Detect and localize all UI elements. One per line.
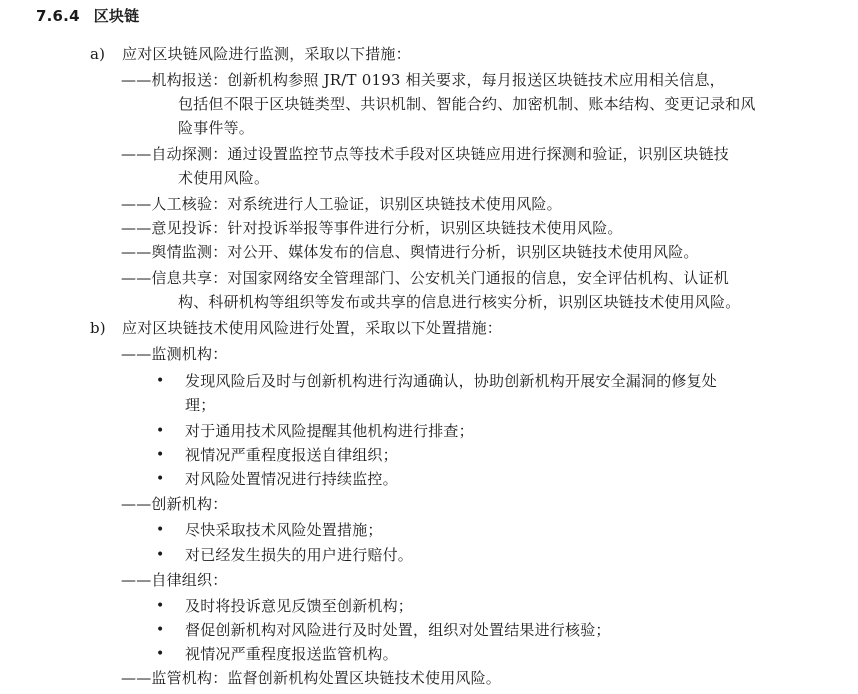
bullet-icon: • (156, 447, 165, 463)
measure-line: 险事件等。 (178, 119, 255, 137)
list-item-a (90, 44, 411, 64)
bullet-icon: • (156, 423, 165, 439)
bullet-icon: • (156, 547, 165, 563)
section-title: 区块链 (93, 7, 140, 25)
measure-line: ——意见投诉：针对投诉举报等事件进行分析，识别区块链技术使用风险。 (121, 219, 623, 237)
measure-line: ——人工核验：对系统进行人工验证，识别区块链技术使用风险。 (121, 195, 562, 213)
measure-line: 术使用风险。 (178, 169, 270, 187)
bullet-text: 及时将投诉意见反馈至创新机构； (185, 597, 414, 615)
group-label-monitoring-agency: ——监测机构： (121, 345, 228, 363)
measure-line: ——机构报送：创新机构参照 JR/T 0193 相关要求，每月报送区块链技术应用相关信息， (121, 71, 725, 89)
measure-line: ——舆情监测：对公开、媒体发布的信息、舆情进行分析，识别区块链技术使用风险。 (121, 243, 699, 261)
list-marker: a) (90, 45, 106, 63)
section-heading (36, 6, 139, 26)
bullet-text: 视情况严重程度报送监管机构。 (185, 645, 398, 663)
bullet-text: 对已经发生损失的用户进行赔付。 (185, 546, 414, 564)
bullet-text: 尽快采取技术风险处置措施； (185, 521, 383, 539)
bullet-icon: • (156, 622, 165, 638)
group-label-innovation-agency: ——创新机构： (121, 495, 228, 513)
section-number: 7.6.4 (36, 7, 80, 25)
bullet-text: 对风险处置情况进行持续监控。 (185, 470, 398, 488)
group-label-regulatory-agency: ——监管机构：监督创新机构处置区块链技术使用风险。 (121, 669, 502, 687)
bullet-icon: • (156, 373, 165, 389)
bullet-text: 理； (185, 396, 216, 414)
measure-line: ——信息共享：对国家网络安全管理部门、公安机关门通报的信息，安全评估机构、认证机 (121, 269, 730, 287)
bullet-icon: • (156, 646, 165, 662)
bullet-text: 发现风险后及时与创新机构进行沟通确认，协助创新机构开展安全漏洞的修复处 (185, 372, 718, 390)
list-item-b (90, 318, 502, 338)
measure-line: 包括但不限于区块链类型、共识机制、智能合约、加密机制、账本结构、变更记录和风 (178, 95, 756, 113)
measure-line: 构、科研机构等组织等发布或共享的信息进行核实分析，识别区块链技术使用风险。 (178, 293, 741, 311)
list-item-text: 应对区块链风险进行监测，采取以下措施： (122, 45, 411, 63)
bullet-text: 对于通用技术风险提醒其他机构进行排查； (185, 422, 474, 440)
bullet-text: 督促创新机构对风险进行及时处置，组织对处置结果进行核验； (185, 621, 611, 639)
measure-line: ——自动探测：通过设置监控节点等技术手段对区块链应用进行探测和验证，识别区块链技 (121, 145, 730, 163)
list-item-text: 应对区块链技术使用风险进行处置，采取以下处置措施： (122, 319, 503, 337)
group-label-self-regulatory-org: ——自律组织： (121, 571, 228, 589)
bullet-icon: • (156, 471, 165, 487)
list-marker: b) (90, 319, 106, 337)
bullet-text: 视情况严重程度报送自律组织； (185, 446, 398, 464)
bullet-icon: • (156, 522, 165, 538)
bullet-icon: • (156, 598, 165, 614)
